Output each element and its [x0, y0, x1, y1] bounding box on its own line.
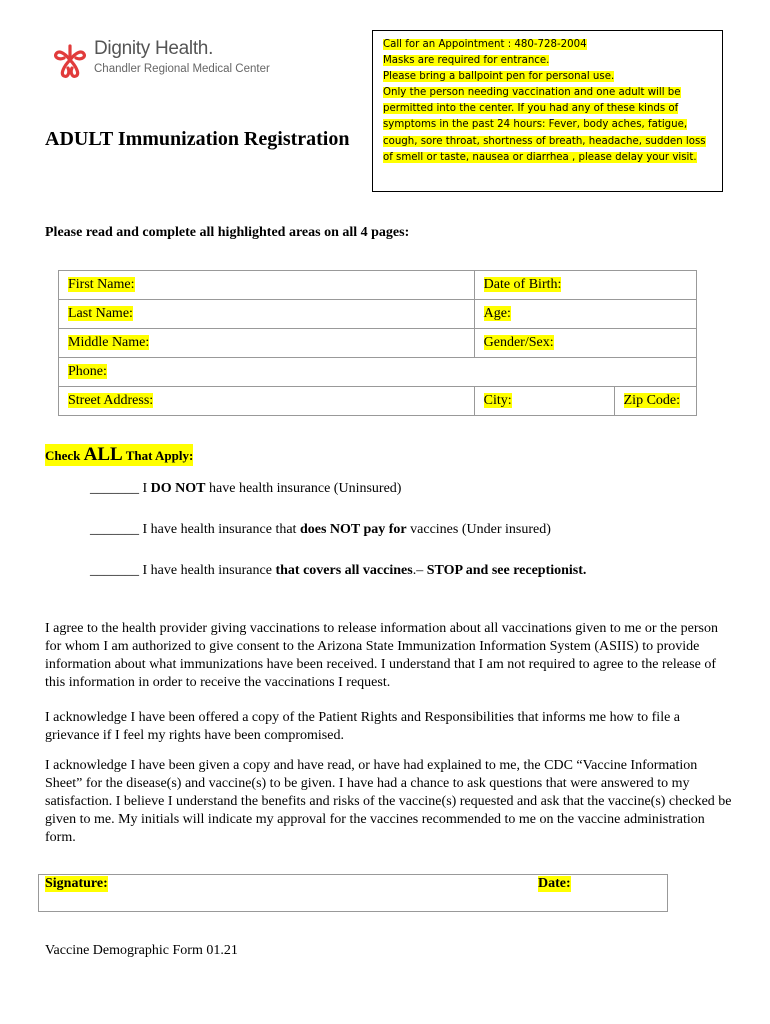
dignity-health-logo: [52, 38, 270, 82]
notice-line: Only the person needing vaccination and one adult will be: [383, 87, 681, 99]
notice-line: permitted into the center. If you had any of these kinds of: [383, 103, 679, 115]
date-of-birth-field[interactable]: Date of Birth:: [474, 271, 696, 300]
page-title: ADULT Immunization Registration: [45, 128, 350, 150]
notice-line: of smell or taste, nausea or diarrhea , please delay your visit.: [383, 151, 697, 163]
date-label: Date:: [538, 876, 571, 891]
signature-label: Signature:: [45, 876, 108, 891]
patient-info-table: [58, 270, 697, 416]
consent-paragraph-rights: I acknowledge I have been offered a copy of the Patient Rights and Responsibilities that informs me how to file a grievance if I feel my rights have been compromised.: [45, 710, 681, 743]
first-name-field[interactable]: First Name:: [59, 271, 475, 300]
notice-line: cough, sore throat, shortness of breath, headache, sudden loss: [383, 135, 706, 147]
table-row: [59, 387, 697, 416]
check-all-heading: Check ALL That Apply:: [45, 444, 194, 465]
option-uninsured[interactable]: _______ I DO NOT have health insurance (Uninsured): [90, 481, 402, 496]
age-field[interactable]: Age:: [474, 300, 696, 329]
middle-name-field[interactable]: Middle Name:: [59, 329, 475, 358]
last-name-field[interactable]: Last Name:: [59, 300, 475, 329]
notice-line: symptoms in the past 24 hours: Fever, body aches, fatigue,: [383, 119, 688, 131]
phone-field[interactable]: Phone:: [59, 358, 697, 387]
notice-lines: [383, 37, 706, 166]
zip-code-field[interactable]: Zip Code:: [614, 387, 696, 416]
notice-line: Call for an Appointment : 480-728-2004: [383, 39, 587, 50]
signature-box[interactable]: [38, 874, 668, 912]
table-row: [59, 271, 697, 300]
form-footer: Vaccine Demographic Form 01.21: [45, 943, 238, 958]
option-covers-all[interactable]: _______ I have health insurance that covers all vaccines.– STOP and see receptionist.: [90, 563, 587, 578]
notice-line: Please bring a ballpoint pen for personal use.: [383, 71, 615, 83]
gender-field[interactable]: Gender/Sex:: [474, 329, 696, 358]
logo-brand-name: Dignity Health.: [94, 38, 214, 59]
dignity-health-logo-icon: [52, 40, 88, 80]
table-row: [59, 329, 697, 358]
consent-paragraph-asiis: I agree to the health provider giving vaccinations to release information about all vaccinations given to me or the person for whom I am authorized to give consent to the Arizona State Immunization Information System (ASIIS) to provide information about what immunizations have been received. I understand that I am not required to agree to the release of this information in order to receive the vaccinations I request.: [45, 621, 718, 690]
logo-subtitle: Chandler Regional Medical Center: [94, 63, 270, 75]
city-field[interactable]: City:: [474, 387, 614, 416]
street-address-field[interactable]: Street Address:: [59, 387, 475, 416]
table-row: [59, 300, 697, 329]
consent-paragraph-vis: I acknowledge I have been given a copy and have read, or have had explained to me, the CDC “Vaccine Information Sheet” for the disease(s) and vaccine(s) to be given. I have had a chance to ask questions that were answered to my satisfaction. I believe I understand the benefits and risks of the vaccine(s) requested and ask that the vaccine(s) checked be given to me. My initials will indicate my approval for the vaccines recommended to me on the vaccine administration form.: [45, 758, 732, 845]
notice-line: Masks are required for entrance.: [383, 55, 550, 67]
instruction-text: Please read and complete all highlighted areas on all 4 pages:: [45, 225, 410, 240]
table-row: [59, 358, 697, 387]
notice-box: [372, 30, 723, 192]
option-under-insured[interactable]: _______ I have health insurance that does NOT pay for vaccines (Under insured): [90, 522, 551, 537]
